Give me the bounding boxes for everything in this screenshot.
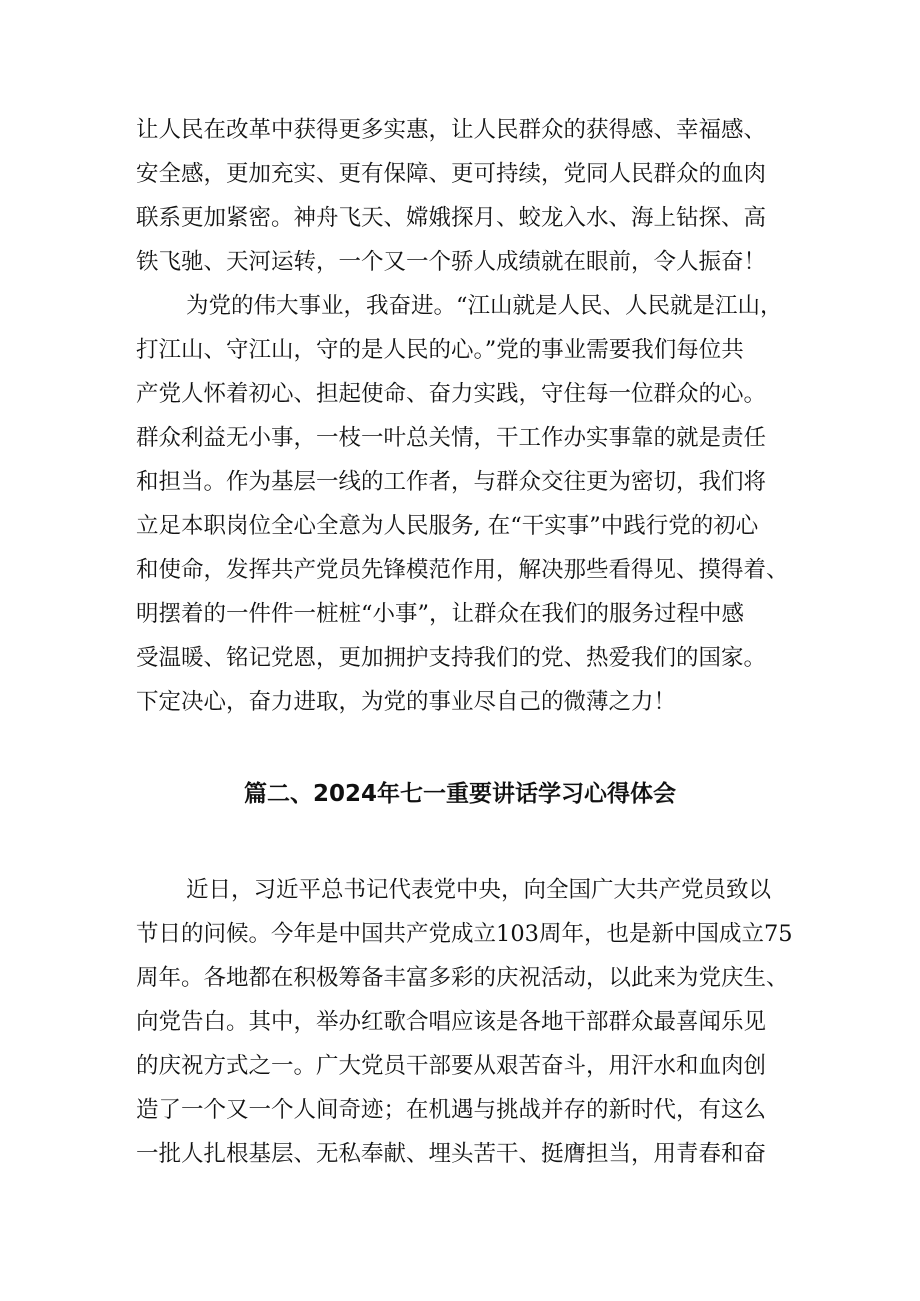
body-line: 明摆着的一件件一桩桩“小事”，让群众在我们的服务过程中感 bbox=[136, 601, 745, 627]
body-line: 群众利益无小事，一枝一叶总关情，干工作办实事靠的就是责任 bbox=[136, 425, 767, 451]
body-line: 安全感，更加充实、更有保障、更可持续，党同人民群众的血肉 bbox=[136, 161, 767, 187]
body-line: 打江山、守江山，守的是人民的心。”党的事业需要我们每位共 bbox=[136, 337, 744, 363]
body-line: 向党告白。其中，举办红歌合唱应该是各地干部群众最喜闻乐见 bbox=[136, 1009, 767, 1035]
body-line: 和使命，发挥共产党员先锋模范作用，解决那些看得见、摸得着、 bbox=[136, 557, 789, 583]
body-line: 的庆祝方式之一。广大党员干部要从艰苦奋斗，用汗水和血肉创 bbox=[136, 1053, 767, 1079]
paragraph-first-line: 近日，习近平总书记代表党中央，向全国广大共产党员致以 bbox=[186, 877, 772, 903]
body-line: 铁飞驰、天河运转，一个又一个骄人成绩就在眼前，令人振奋！ bbox=[136, 249, 767, 275]
body-line: 下定决心，奋力进取，为党的事业尽自己的微薄之力！ bbox=[136, 689, 677, 715]
section-heading: 篇二、2024年七一重要讲话学习心得体会 bbox=[243, 781, 676, 807]
body-line: 节日的问候。今年是中国共产党成立103周年，也是新中国成立75 bbox=[136, 921, 793, 947]
body-line: 周年。各地都在积极筹备丰富多彩的庆祝活动，以此来为党庆生、 bbox=[136, 965, 789, 991]
body-line: 受温暖、铭记党恩，更加拥护支持我们的党、热爱我们的国家。 bbox=[136, 645, 767, 671]
body-line: 产党人怀着初心、担起使命、奋力实践，守住每一位群众的心。 bbox=[136, 381, 767, 407]
body-line: 联系更加紧密。神舟飞天、嫦娥探月、蛟龙入水、海上钻探、高 bbox=[136, 205, 767, 231]
body-line: 让人民在改革中获得更多实惠，让人民群众的获得感、幸福感、 bbox=[136, 117, 767, 143]
body-line: 一批人扎根基层、无私奉献、埋头苦干、挺膺担当，用青春和奋 bbox=[136, 1141, 767, 1167]
body-line: 和担当。作为基层一线的工作者，与群众交往更为密切，我们将 bbox=[136, 469, 767, 495]
body-line: 造了一个又一个人间奇迹；在机遇与挑战并存的新时代，有这么 bbox=[136, 1097, 767, 1123]
body-line: 立足本职岗位全心全意为人民服务, 在“干实事”中践行党的初心 bbox=[136, 513, 759, 539]
paragraph-first-line: 为党的伟大事业，我奋进。“江山就是人民、人民就是江山， bbox=[186, 293, 783, 319]
